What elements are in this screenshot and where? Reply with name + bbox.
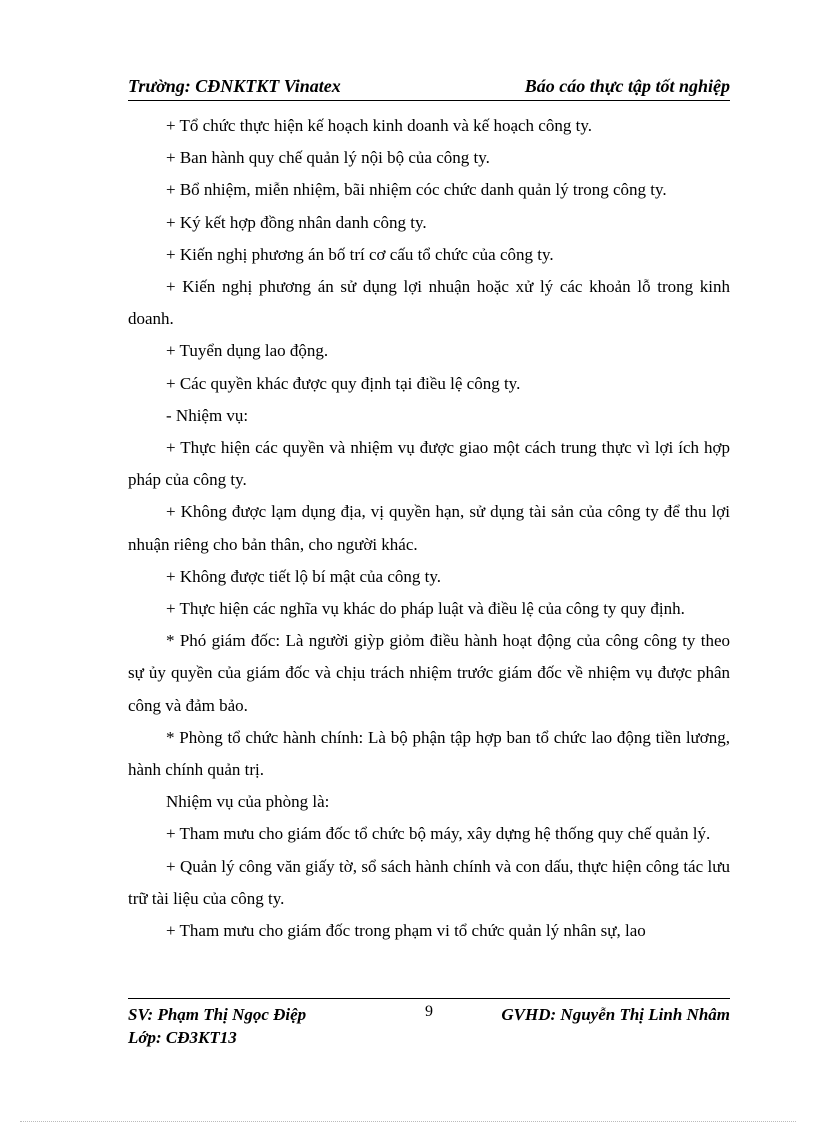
paragraph: + Tham mưu cho giám đốc trong phạm vi tổ chức quản lý nhân sự, lao xyxy=(166,921,646,941)
paragraph: + Thực hiện các quyền và nhiệm vụ được giao một cách trung thực vì lợi ích hợp pháp của công ty. xyxy=(128,438,730,490)
document-body xyxy=(128,110,730,947)
paragraph: + Quản lý công văn giấy tờ, sổ sách hành chính và con dấu, thực hiện công tác lưu trữ tài liệu của công ty. xyxy=(128,856,730,908)
page-footer xyxy=(128,1003,730,1049)
paragraph: * Phòng tổ chức hành chính: Là bộ phận tập hợp ban tổ chức lao động tiền lương, hành chính quản trị. xyxy=(128,727,730,780)
paragraph: * Phó giám đốc: Là người giỳp giỏm điều hành hoạt động của công công ty theo sự ủy quyền của giám đốc và chịu trách nhiệm trước giám đốc về nhiệm vụ được phân công và đảm bảo. xyxy=(128,631,730,715)
page-number: 9 xyxy=(425,1003,433,1020)
paragraph: - Nhiệm vụ: xyxy=(166,405,249,425)
footer-student: SV: Phạm Thị Ngọc Điệp xyxy=(128,1005,307,1024)
paragraph: + Kiến nghị phương án bố trí cơ cấu tổ chức của công ty. xyxy=(166,244,554,264)
footer-divider xyxy=(128,998,730,999)
page-edge-divider xyxy=(20,1121,796,1122)
paragraph: + Kiến nghị phương án sử dụng lợi nhuận hoặc xử lý các khoản lỗ trong kinh doanh. xyxy=(128,277,730,329)
footer-class: Lớp: CĐ3KT13 xyxy=(128,1028,237,1047)
header-school: Trường: CĐNKTKT Vinatex xyxy=(128,76,341,96)
paragraph: + Thực hiện các nghĩa vụ khác do pháp luật và điều lệ của công ty quy định. xyxy=(166,599,685,619)
paragraph: + Các quyền khác được quy định tại điều lệ công ty. xyxy=(166,373,521,393)
paragraph: + Không được lạm dụng địa, vị quyền hạn, sử dụng tài sản của công ty để thu lợi nhuận riêng cho bản thân, cho người khác. xyxy=(128,502,730,554)
footer-advisor: GVHD: Nguyễn Thị Linh Nhâm xyxy=(501,1005,730,1024)
page-header xyxy=(128,76,730,101)
paragraph: + Tuyển dụng lao động. xyxy=(166,341,329,361)
paragraph: Nhiệm vụ của phòng là: xyxy=(166,792,330,812)
paragraph: + Ban hành quy chế quản lý nội bộ của công ty. xyxy=(166,148,490,168)
paragraph: + Không được tiết lộ bí mật của công ty. xyxy=(166,566,442,586)
paragraph: + Tham mưu cho giám đốc tổ chức bộ máy, xây dựng hệ thống quy chế quản lý. xyxy=(166,824,711,844)
paragraph: + Bổ nhiệm, miễn nhiệm, bãi nhiệm cóc chức danh quản lý trong công ty. xyxy=(166,180,667,200)
header-report-title: Báo cáo thực tập tốt nghiệp xyxy=(524,76,730,96)
paragraph: + Tổ chức thực hiện kế hoạch kinh doanh và kế hoạch công ty. xyxy=(166,116,592,135)
paragraph: + Ký kết hợp đồng nhân danh công ty. xyxy=(166,212,427,232)
